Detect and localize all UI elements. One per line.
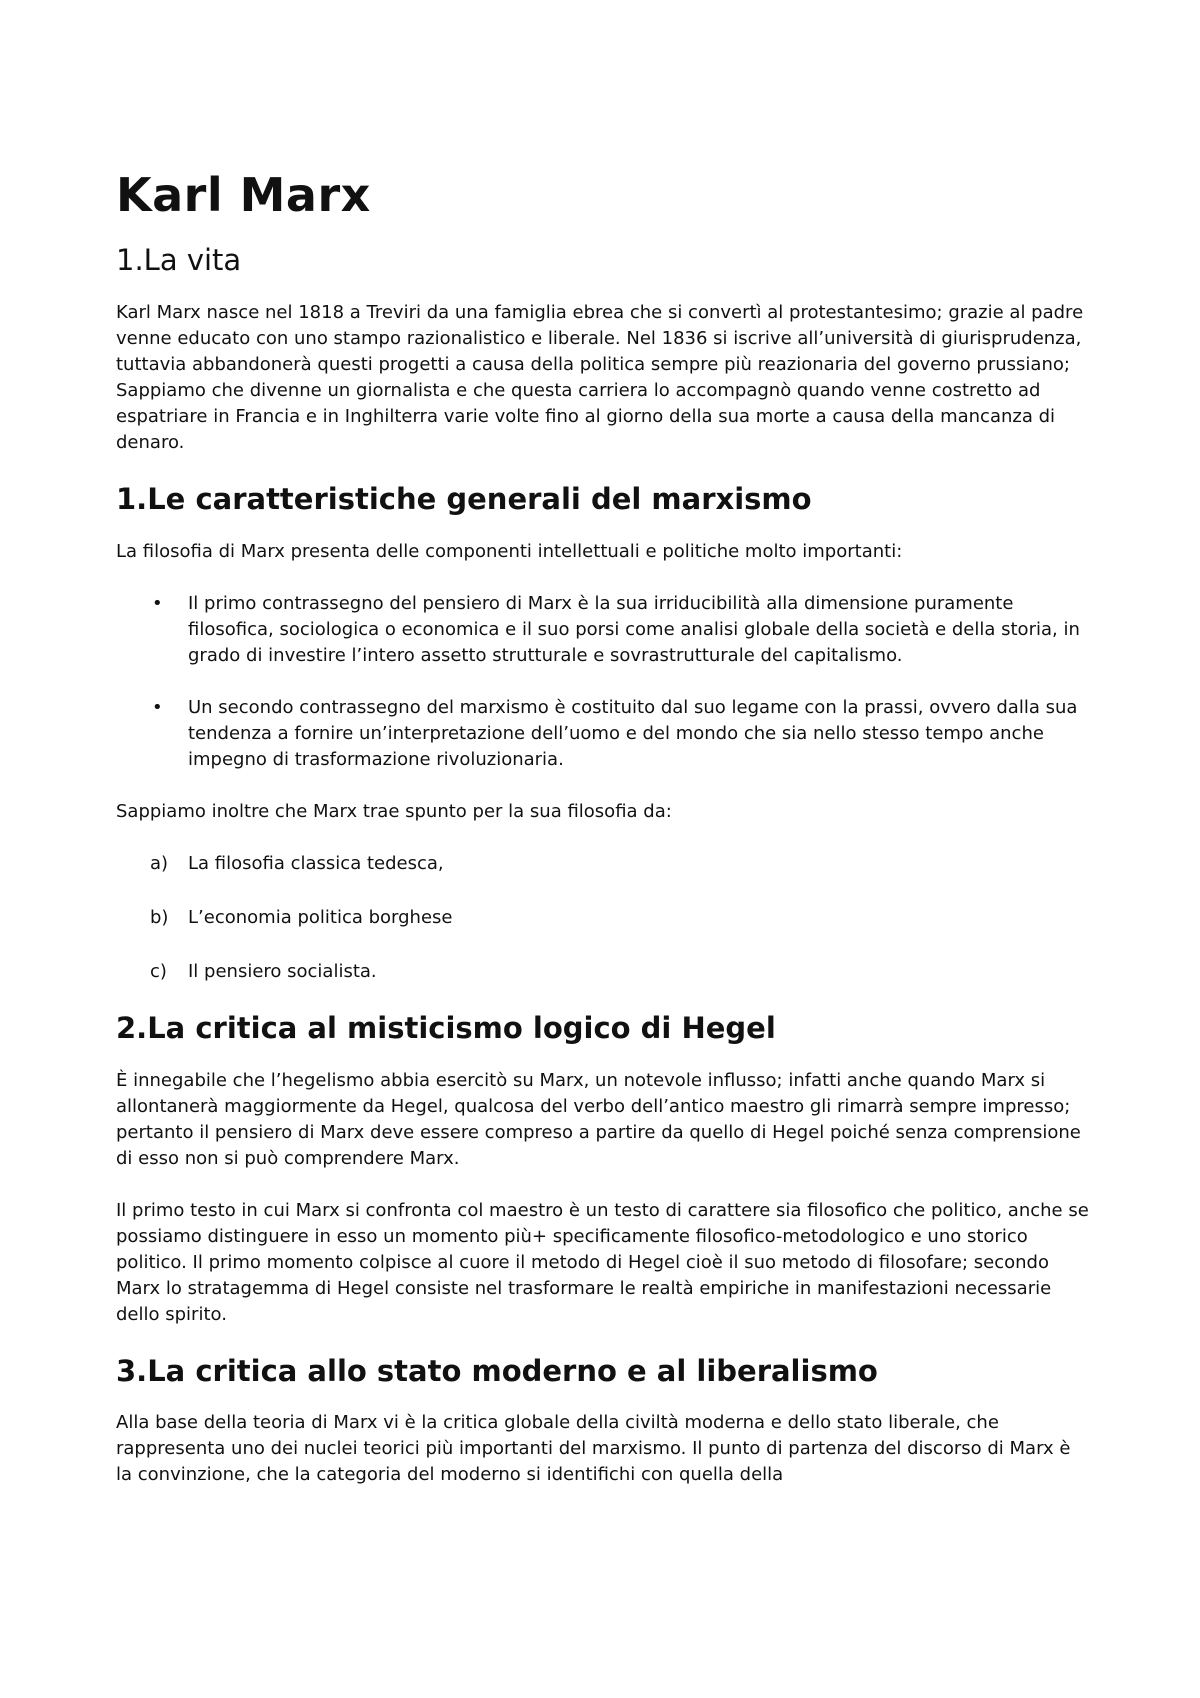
list-item-text: Il pensiero socialista. [188,960,377,982]
paragraph: È innegabile che l’hegelismo abbia esercitò su Marx, un notevole influsso; infatti anche quando Marx si allontanerà maggiormente da Hegel, qualcosa del verbo dell’antico maestro gli rimarrà sempre impresso; pertanto il pensiero di Marx deve essere compreso a partire da quello di Hegel poiché senza comprensione di esso non si può comprendere Marx. [116,1069,1081,1169]
list-marker: b) [150,906,169,928]
bullet-icon: • [152,592,163,614]
bullet-icon: • [152,696,163,718]
list-item-text: L’economia politica borghese [188,906,453,928]
list-item [150,851,1090,877]
list-item [150,959,1090,985]
section-la-vita [116,243,1090,456]
list-item [152,695,1090,773]
paragraph: Sappiamo inoltre che Marx trae spunto per la sua filosofia da: [116,800,672,822]
list-marker: a) [150,852,169,874]
section-heading: 1.Le caratteristiche generali del marxismo [116,481,812,516]
lettered-list [116,851,1090,985]
section-heading: 3.La critica allo stato moderno e al liberalismo [116,1353,878,1388]
section-caratteristiche-generali [116,482,1090,985]
bullet-list [116,591,1090,773]
section-heading: 2.La critica al misticismo logico di Hegel [116,1010,776,1045]
paragraph: Karl Marx nasce nel 1818 a Treviri da una famiglia ebrea che si convertì al protestantesimo; grazie al padre venne educato con uno stampo razionalistico e liberale. Nel 1836 si iscrive all’università di giurisprudenza, tuttavia abbandonerà questi progetti a causa della politica sempre più reazionaria del governo prussiano; Sappiamo che divenne un giornalista e che questa carriera lo accompagnò quando venne costretto ad espatriare in Francia e in Inghilterra varie volte fino al giorno della sua morte a causa della mancanza di denaro. [116,301,1084,453]
list-marker: c) [150,960,167,982]
list-item-text: Un secondo contrassegno del marxismo è costituito dal suo legame con la prassi, ovvero dalla sua tendenza a fornire un’interpretazione dell’uomo e del mondo che sia nello stesso tempo anche impegno di trasformazione rivoluzionaria. [188,696,1078,770]
paragraph: Il primo testo in cui Marx si confronta col maestro è un testo di carattere sia filosofico che politico, anche se possiamo distinguere in esso un momento più+ specificamente filosofico-metodologico e uno storico politico. Il primo momento colpisce al cuore il metodo di Hegel cioè il suo metodo di filosofare; secondo Marx lo stratagemma di Hegel consiste nel trasformare le realtà empiriche in manifestazioni necessarie dello spirito. [116,1199,1089,1325]
document-title: Karl Marx [116,168,371,222]
list-item [150,905,1090,931]
list-item-text: Il primo contrassegno del pensiero di Marx è la sua irriducibilità alla dimensione puramente filosofica, sociologica o economica e il suo porsi come analisi globale della società e della storia, in grado di investire l’intero assetto strutturale e sovrastrutturale del capitalismo. [188,592,1080,666]
list-item-text: La filosofia classica tedesca, [188,852,444,874]
section-heading: 1.La vita [116,243,242,278]
section-critica-stato-moderno [116,1354,1090,1489]
list-item [152,591,1090,669]
paragraph: Alla base della teoria di Marx vi è la critica globale della civiltà moderna e dello stato liberale, che rappresenta uno dei nuclei teorici più importanti del marxismo. Il punto di partenza del discorso di Marx è la convinzione, che la categoria del moderno si identifichi con quella della [116,1412,1071,1486]
paragraph: La filosofia di Marx presenta delle componenti intellettuali e politiche molto importanti: [116,540,903,562]
section-critica-hegel [116,1011,1090,1328]
